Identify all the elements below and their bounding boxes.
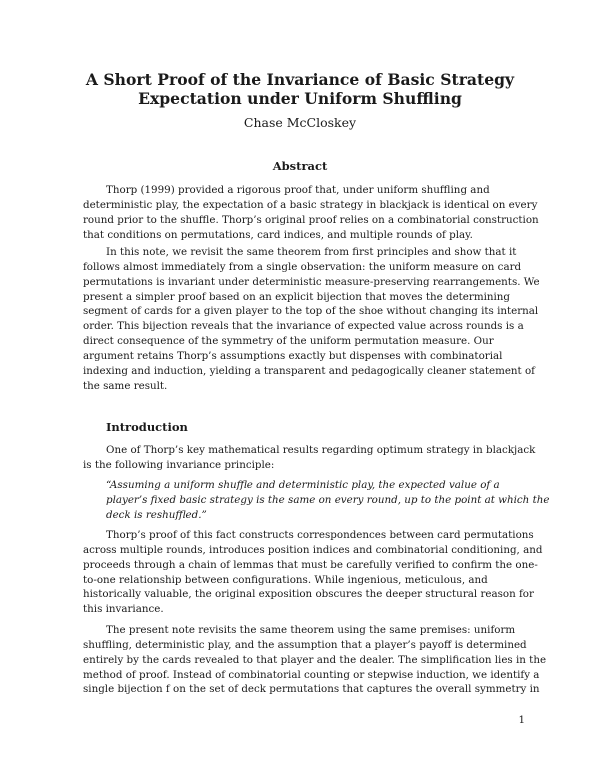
paper-title (60, 70, 540, 108)
author-name: Chase McCloskey (243, 115, 357, 130)
text-line: single bijection f on the set of deck permutations that captures the overall symmetry in (83, 683, 540, 696)
text-line: the same result. (83, 379, 168, 392)
quote-line: player’s fixed basic strategy is the same on every round, up to the point at which the (106, 493, 550, 506)
abstract-heading: Abstract (272, 159, 328, 173)
introduction-paragraph-2 (83, 528, 543, 617)
text-line: In this note, we revisit the same theorem from first principles and show that it (106, 246, 517, 258)
abstract-paragraph-2 (83, 245, 540, 393)
text-line: across multiple rounds, introduces position indices and combinatorial conditioning, and (83, 543, 543, 556)
block-quote (106, 478, 550, 523)
title-line: Expectation under Uniform Shuffling (138, 89, 462, 108)
text-line: shuffling, deterministic play, and the assumption that a player’s payoff is determined (83, 638, 527, 651)
abstract-paragraph-1 (83, 183, 539, 242)
introduction-heading: Introduction (106, 420, 188, 434)
text-line: Thorp’s proof of this fact constructs correspondences between card permutations (106, 529, 534, 541)
text-line: proceeds through a chain of lemmas that must be carefully verified to confirm the one- (83, 558, 538, 571)
text-line: is the following invariance principle: (83, 458, 275, 471)
text-line: follows almost immediately from a single observation: the uniform measure on card (83, 260, 522, 273)
text-line: direct consequence of the symmetry of the uniform permutation measure. Our (83, 335, 494, 348)
text-line: The present note revisits the same theorem using the same premises: uniform (106, 624, 516, 636)
text-line: indexing and induction, yielding a transparent and pedagogically cleaner statement of (83, 364, 535, 377)
text-line: argument retains Thorp’s assumptions exactly but dispenses with combinatorial (83, 349, 503, 362)
introduction-paragraph-3 (83, 623, 547, 697)
text-line: to-one relationship between configurations. While ingenious, meticulous, and (83, 573, 488, 586)
text-line: method of proof. Instead of combinatorial counting or stepwise induction, we identify a (83, 668, 540, 681)
text-line: this invariance. (83, 603, 164, 616)
text-line: present a simpler proof based on an explicit bijection that moves the determining (83, 290, 511, 303)
text-line: historically valuable, the original exposition obscures the deeper structural reason for (83, 588, 534, 601)
text-line: segment of cards for a given player to the top of the shoe without changing its internal (83, 305, 539, 318)
quote-line: deck is reshuffled.” (106, 508, 207, 521)
quote-line: “Assuming a uniform shuffle and deterministic play, the expected value of a (106, 479, 500, 491)
page-number: 1 (518, 714, 525, 726)
text-line: deterministic play, the expectation of a basic strategy in blackjack is identical on every (83, 198, 538, 211)
introduction-paragraph-1 (83, 443, 536, 473)
text-line: that conditions on permutations, card indices, and multiple rounds of play. (83, 228, 473, 241)
text-line: One of Thorp’s key mathematical results regarding optimum strategy in blackjack (106, 444, 536, 456)
text-line: Thorp (1999) provided a rigorous proof that, under uniform shuffling and (106, 184, 490, 196)
title-line: A Short Proof of the Invariance of Basic Strategy (85, 70, 515, 89)
text-line: order. This bijection reveals that the invariance of expected value across rounds is a (83, 320, 524, 333)
text-line: round prior to the shuffle. Thorp’s original proof relies on a combinatorial construction (83, 213, 539, 226)
text-line: entirely by the cards revealed to that player and the dealer. The simplification lies in the (83, 653, 547, 666)
text-line: permutations is invariant under deterministic measure-preserving rearrangements. We (83, 275, 540, 288)
